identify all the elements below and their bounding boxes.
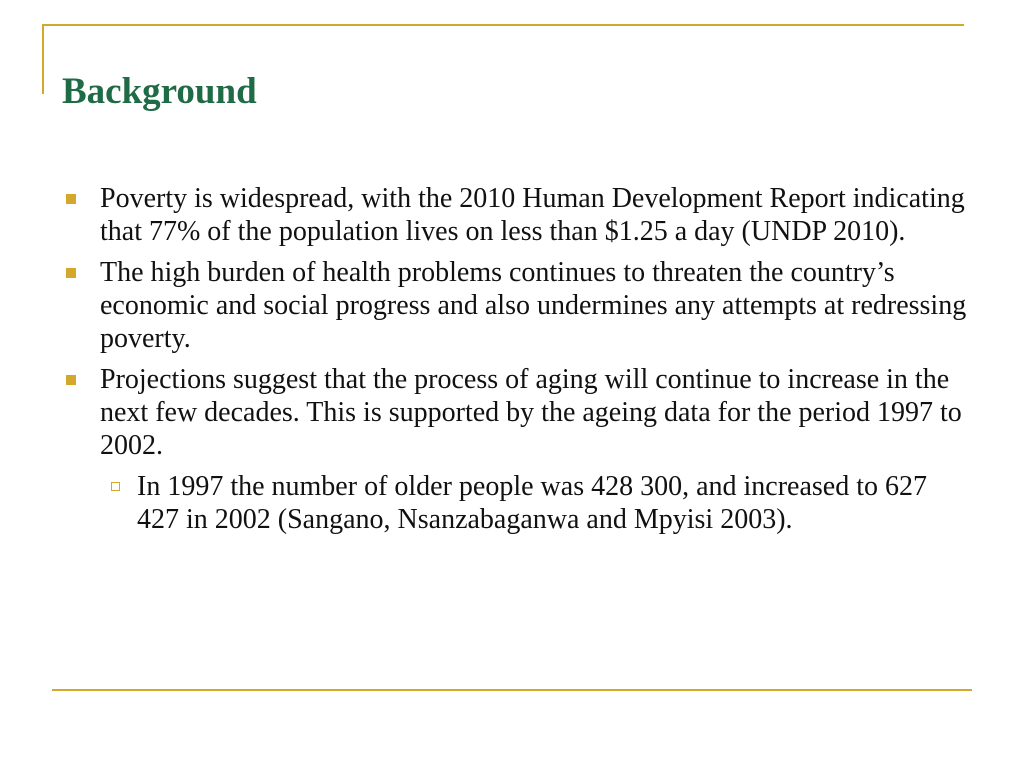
bottom-accent-line [52,689,972,691]
square-bullet-icon [66,375,76,385]
left-accent-line [42,24,44,94]
bullet-text: The high burden of health problems continues to threaten the country’s economic and social progress and also undermines any attempts at redressing poverty. [100,257,967,354]
bullet-item [62,182,974,248]
bullet-item [62,256,974,355]
hollow-square-bullet-icon [111,482,120,491]
square-bullet-icon [66,268,76,278]
bullet-item [62,363,974,462]
bullet-text: Projections suggest that the process of aging will continue to increase in the next few decades. This is supported by the ageing data for the period 1997 to 2002. [100,364,962,461]
sub-bullet-text: In 1997 the number of older people was 428 300, and increased to 627 427 in 2002 (Sangano, Nsanzabaganwa and Mpyisi 2003). [137,471,928,535]
top-accent-line [42,24,964,26]
bullet-text: Poverty is widespread, with the 2010 Human Development Report indicating that 77% of the population lives on less than $1.25 a day (UNDP 2010). [100,183,965,247]
sub-bullet-item [100,470,974,536]
square-bullet-icon [66,194,76,204]
slide-title: Background [62,71,257,112]
bullet-list [62,182,974,544]
